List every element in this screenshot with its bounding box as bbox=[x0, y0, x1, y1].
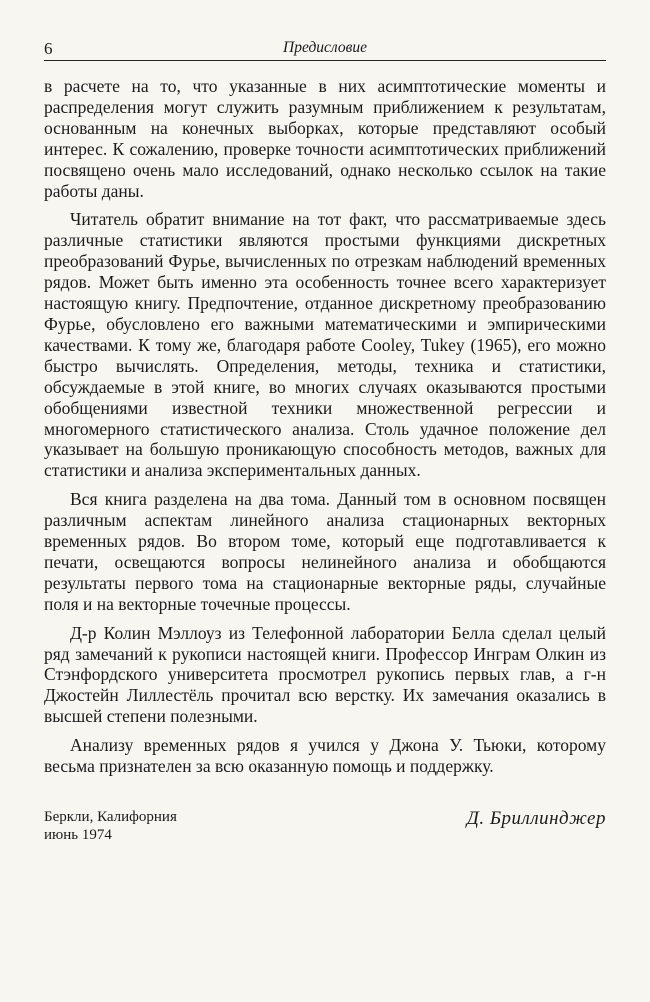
signature-place: Беркли, Калифорния bbox=[44, 809, 177, 825]
signature-date: июнь 1974 bbox=[44, 827, 112, 843]
body-text bbox=[44, 76, 606, 785]
signature-author: Д. Бриллинджер bbox=[466, 808, 606, 829]
paragraph: Вся книга разделена на два тома. Данный том в основном посвящен различным аспектам линейного анализа стационарных векторных временных рядов. Во втором томе, который еще подготавливается к печати, освещаются вопросы нелинейного анализа и обобщаются результаты первого тома на стационарные векторные ряды, случайные поля и на векторные точечные процессы. bbox=[44, 489, 606, 614]
paragraph: Д-р Колин Мэллоуз из Телефонной лаборатории Белла сделал целый ряд замечаний к рукописи настоящей книги. Профессор Инграм Олкин из Стэнфордского университета просмотрел рукопись первых глав, а г-н Джостейн Лиллестёль прочитал всю верстку. Их замечания оказались в высшей степени полезными. bbox=[44, 622, 606, 727]
running-title: Предисловие bbox=[283, 39, 367, 56]
paragraph: в расчете на то, что указанные в них асимптотические моменты и распределения могут служить разумным приближением к результатам, основанным на конечных выборках, которые представляют особый интерес. К сожалению, проверке точности асимптотических приближений посвящено очень мало исследований, однако несколько ссылок на такие работы даны. bbox=[44, 76, 606, 201]
page-header bbox=[44, 38, 606, 61]
paragraph: Анализу временных рядов я учился у Джона У. Тьюки, которому весьма признателен за всю оказанную помощь и поддержку. bbox=[44, 735, 606, 777]
signature-block bbox=[44, 808, 606, 868]
page-number: 6 bbox=[44, 39, 53, 58]
paragraph: Читатель обратит внимание на тот факт, что рассматриваемые здесь различные статистики являются простыми функциями дискретных преобразований Фурье, вычисленных по отрезкам наблюдений временных рядов. Может быть именно эта особенность точнее всего характеризует настоящую книгу. Предпочтение, отданное дискретному преобразованию Фурье, обусловлено его важными математическими и эмпирическими качествами. К тому же, благодаря работе Cooley, Tukey (1965), его можно быстро вычислять. Определения, методы, техника и статистики, обсуждаемые в этой книге, во многих случаях оказываются простыми обобщениями известной техники множественной регрессии и многомерного статистического анализа. Столь удачное положение дел указывает на большую проникающую способность методов, важных для статистики и анализа экспериментальных данных. bbox=[44, 209, 606, 481]
